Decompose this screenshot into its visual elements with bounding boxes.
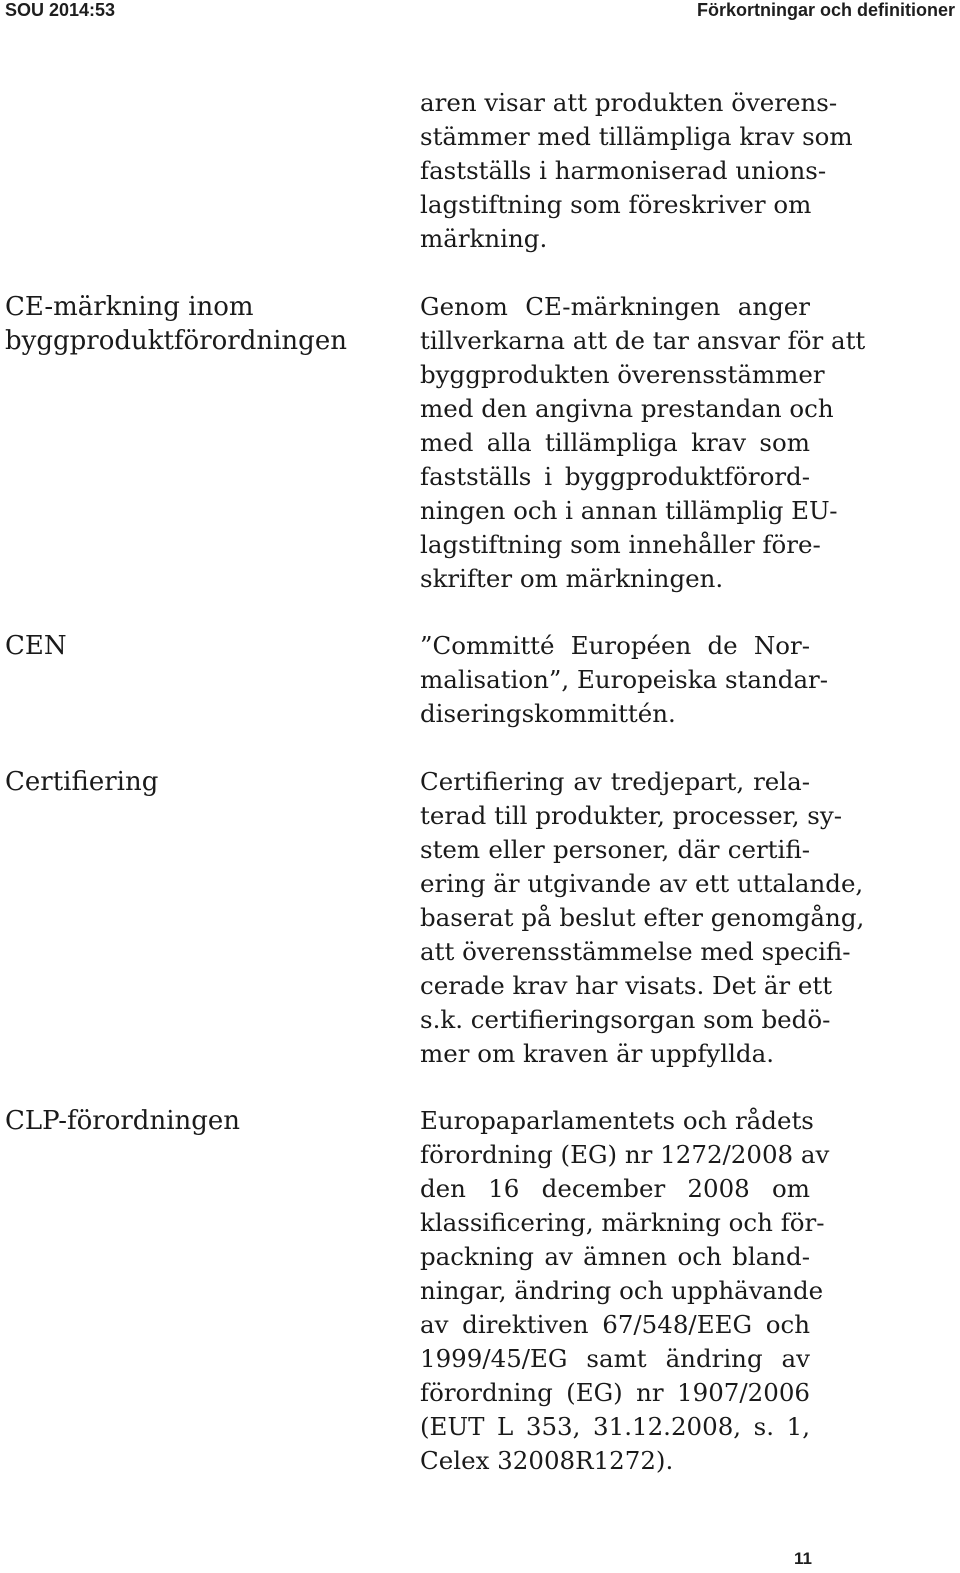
term-line: byggproduktförordningen xyxy=(5,326,347,356)
definition-line: skrifter om märkningen. xyxy=(420,564,724,593)
definition-line: Genom CE-märkningen anger xyxy=(420,292,810,321)
definition-line: lagstiftning som innehåller före- xyxy=(420,530,821,559)
definition-line: 1999/45/EG samt ändring av xyxy=(420,1344,810,1373)
definition-line: fastställs i harmoniserad unions- xyxy=(420,156,827,185)
definition-line: stämmer med tillämpliga krav som xyxy=(420,122,853,151)
section-title: Förkortningar och definitioner xyxy=(696,0,955,20)
term-clp xyxy=(5,1104,400,1138)
definition-ce-marking xyxy=(420,290,866,596)
definition-line: cerade krav har visats. Det är ett xyxy=(420,971,833,1000)
definition-line: terad till produkter, processer, sy- xyxy=(420,801,842,830)
report-number: SOU 2014:53 xyxy=(5,0,116,20)
definition-line: med den angivna prestandan och xyxy=(420,394,834,423)
definition-line: ”Committé Européen de Nor- xyxy=(420,631,810,660)
definition-certifiering xyxy=(420,765,865,1071)
definition-line: baserat på beslut efter genomgång, xyxy=(420,903,865,932)
definition-line: ering är utgivande av ett uttalande, xyxy=(420,869,864,898)
intro-definition xyxy=(420,86,853,256)
definition-line: förordning (EG) nr 1272/2008 av xyxy=(420,1140,830,1169)
definition-line: förordning (EG) nr 1907/2006 xyxy=(420,1378,810,1407)
definition-line: lagstiftning som föreskriver om xyxy=(420,190,812,219)
definition-line: (EUT L 353, 31.12.2008, s. 1, xyxy=(420,1412,810,1441)
definition-line: s.k. certifieringsorgan som bedö- xyxy=(420,1005,831,1034)
definition-line: ningen och i annan tillämplig EU- xyxy=(420,496,838,525)
definition-line: ningar, ändring och upphävande xyxy=(420,1276,824,1305)
definition-line: den 16 december 2008 om xyxy=(420,1174,810,1203)
definition-line: klassificering, märkning och för- xyxy=(420,1208,825,1237)
definition-line: diseringskommittén. xyxy=(420,699,676,728)
definition-line: av direktiven 67/548/EEG och xyxy=(420,1310,810,1339)
definition-line: byggprodukten överensstämmer xyxy=(420,360,825,389)
term-ce-marking xyxy=(5,290,400,358)
definition-clp xyxy=(420,1104,830,1478)
definition-line: Celex 32008R1272). xyxy=(420,1446,674,1475)
definition-cen xyxy=(420,629,829,731)
definition-line: att överensstämmelse med specifi- xyxy=(420,937,851,966)
definition-line: aren visar att produkten överens- xyxy=(420,88,838,117)
definition-line: mer om kraven är uppfyllda. xyxy=(420,1039,774,1068)
page-header xyxy=(0,0,960,24)
definition-line: med alla tillämpliga krav som xyxy=(420,428,810,457)
definition-line: malisation”, Europeiska standar- xyxy=(420,665,829,694)
definition-line: fastställs i byggproduktförord- xyxy=(420,462,810,491)
term-cen xyxy=(5,629,400,663)
term-certifiering xyxy=(5,765,400,799)
definition-line: Certifiering av tredjepart, rela- xyxy=(420,767,810,796)
definition-line: märkning. xyxy=(420,224,548,253)
term-line: CE-märkning inom xyxy=(5,292,254,322)
term-line: Certifiering xyxy=(5,767,159,797)
definition-line: stem eller personer, där certifi- xyxy=(420,835,810,864)
term-line: CEN xyxy=(5,631,67,661)
definition-line: packning av ämnen och bland- xyxy=(420,1242,810,1271)
page-number: 11 xyxy=(794,1549,812,1568)
definition-line: tillverkarna att de tar ansvar för att xyxy=(420,326,866,355)
term-line: CLP-förordningen xyxy=(5,1106,241,1136)
definition-line: Europaparlamentets och rådets xyxy=(420,1106,814,1135)
